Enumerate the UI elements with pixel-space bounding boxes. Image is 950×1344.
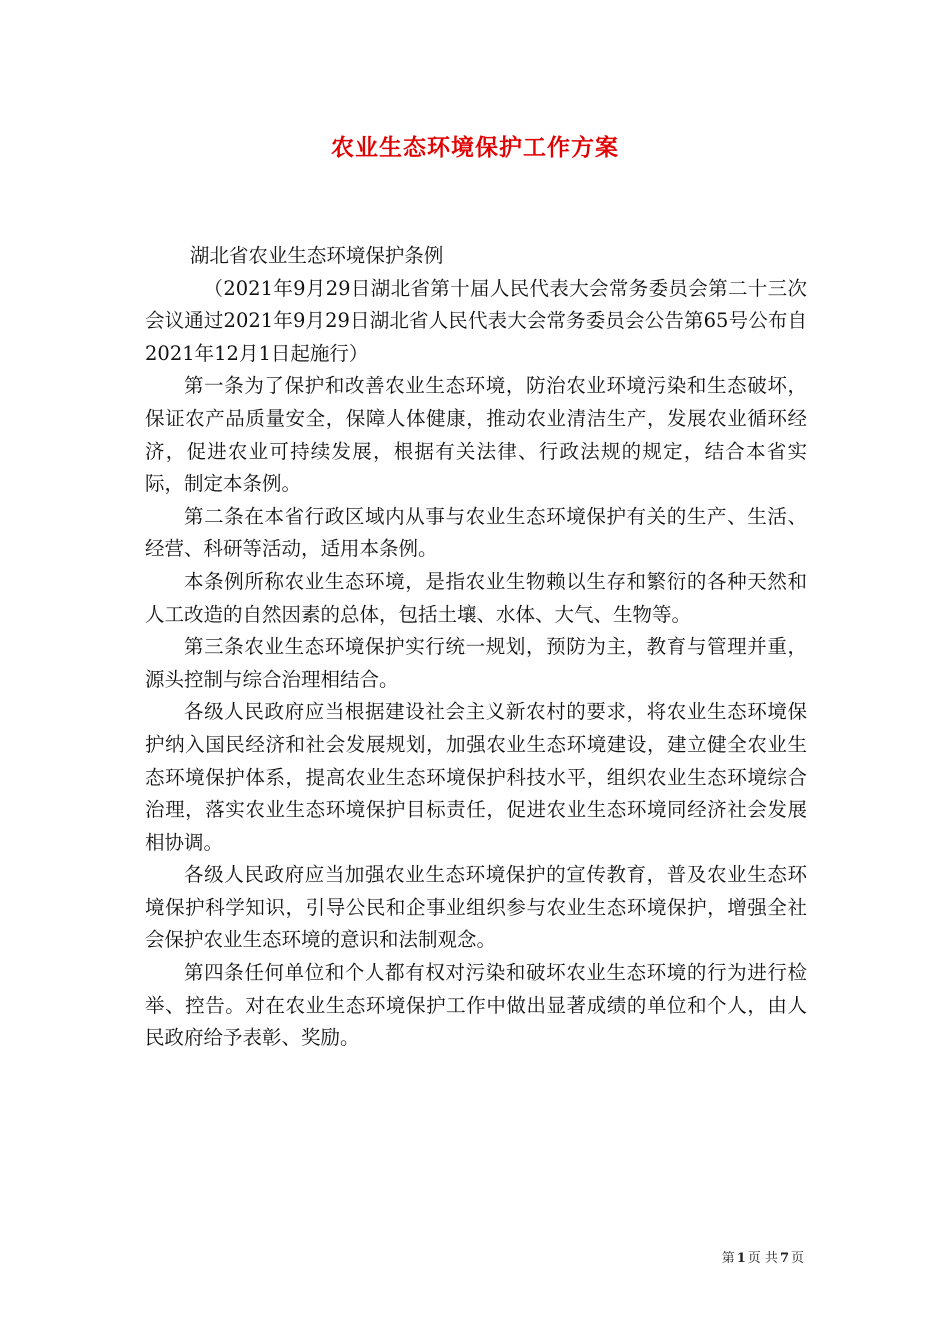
enactment-note-paragraph: （2021年9月29日湖北省第十届人民代表大会常务委员会第二十三次会议通过2021年9月29日湖北省人民代表大会常务委员会公告第65号公布自2021年12月1日起施行） bbox=[145, 276, 807, 365]
footer-prefix: 第 bbox=[721, 1251, 735, 1266]
footer-middle: 页 共 bbox=[747, 1251, 778, 1266]
article-1-paragraph: 第一条为了保护和改善农业生态环境，防治农业环境污染和生态破坏，保证农产品质量安全，保障人体健康，推动农业清洁生产，发展农业循环经济，促进农业可持续发展，根据有关法律、行政法规的规定，结合本省实际，制定本条例。 bbox=[145, 374, 807, 496]
footer-total-pages: 7 bbox=[779, 1251, 789, 1266]
footer-current-page: 1 bbox=[736, 1251, 746, 1266]
document-body bbox=[145, 240, 807, 1055]
page-number-footer bbox=[722, 1250, 804, 1268]
government-duty-paragraph: 各级人民政府应当根据建设社会主义新农村的要求，将农业生态环境保护纳入国民经济和社会发展规划，加强农业生态环境建设，建立健全农业生态环境保护体系，提高农业生态环境保护科技水平，组织农业生态环境综合治理，落实农业生态环境保护目标责任，促进农业生态环境同经济社会发展相协调。 bbox=[145, 700, 807, 854]
document-title: 农业生态环境保护工作方案 bbox=[331, 134, 619, 161]
article-4-paragraph: 第四条任何单位和个人都有权对污染和破坏农业生态环境的行为进行检举、控告。对在农业生态环境保护工作中做出显著成绩的单位和个人，由人民政府给予表彰、奖励。 bbox=[145, 961, 807, 1050]
footer-suffix: 页 bbox=[790, 1251, 804, 1266]
definition-paragraph: 本条例所称农业生态环境，是指农业生物赖以生存和繁衍的各种天然和人工改造的自然因素的总体，包括土壤、水体、大气、生物等。 bbox=[145, 569, 807, 626]
article-3-paragraph: 第三条农业生态环境保护实行统一规划，预防为主，教育与管理并重，源头控制与综合治理相结合。 bbox=[145, 635, 807, 691]
publicity-education-paragraph: 各级人民政府应当加强农业生态环境保护的宣传教育，普及农业生态环境保护科学知识，引导公民和企事业组织参与农业生态环境保护，增强全社会保护农业生态环境的意识和法制观念。 bbox=[145, 863, 807, 952]
law-title-paragraph: 湖北省农业生态环境保护条例 bbox=[189, 244, 444, 267]
article-2-paragraph: 第二条在本省行政区域内从事与农业生态环境保护有关的生产、生活、经营、科研等活动，适用本条例。 bbox=[145, 504, 807, 561]
